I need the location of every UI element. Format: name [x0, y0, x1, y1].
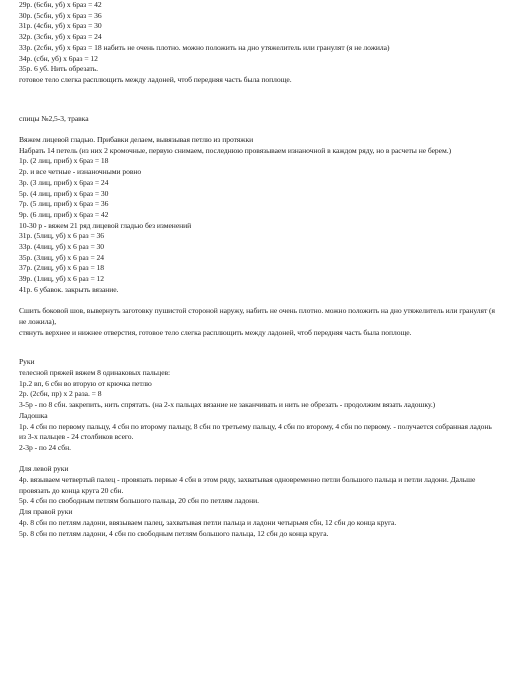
text-line: 32р. (3сбн, уб) х 6раз = 24: [19, 32, 102, 42]
text-line: 31р. (5лиц, уб) х 6 раз = 36: [19, 231, 105, 241]
text-line: телесной пряжей вяжем 8 одинаковых пальцев:: [19, 368, 171, 378]
section-heading: Руки: [19, 357, 35, 367]
text-line: 1р. (2 лиц, приб) х 6раз = 18: [19, 156, 109, 166]
subheading: Для левой руки: [19, 464, 69, 474]
subheading: Ладошка: [19, 410, 48, 420]
subheading: Для правой руки: [19, 507, 73, 517]
text-line: 5р. 4 сбн по свободным петлям большого пальца, 20 сбн по петлям ладони.: [19, 496, 260, 506]
section-hands: [19, 464, 497, 539]
text-line: 39р. (1лиц, уб) х 6 раз = 12: [19, 274, 105, 284]
text-line: 5р. 8 сбн по петлям ладони, 4 сбн по свободным петлям большого пальца, 12 сбн до конца круга.: [19, 528, 329, 538]
text-line: 5р. (4 лиц, приб) х 6раз = 30: [19, 188, 109, 198]
text-line: 31р. (4сбн, уб) х 6раз = 30: [19, 21, 102, 31]
text-line: 30р. (5сбн, уб) х 6раз = 36: [19, 10, 102, 20]
section-arms: [19, 357, 497, 453]
text-line: 37р. (2лиц, уб) х 6 раз = 18: [19, 263, 105, 273]
text-line: Набрать 14 петель (из них 2 кромочные, первую снимаем, последнюю провязываем изнаночной в каждом ряду, но в расчеты не берем.): [19, 145, 452, 155]
text-line: 2р. и все четные - изнаночными ровно: [19, 167, 142, 177]
section-heading: спицы №2,5-3, травка: [19, 113, 89, 123]
text-line: 29р. (6сбн, уб) х 6раз = 42: [19, 0, 102, 9]
section-body-end: [19, 0, 497, 86]
text-line: 35р. (3лиц, уб) х 6 раз = 24: [19, 252, 105, 262]
section-assembly: [19, 306, 497, 338]
text-line: 3-5р - по 8 сбн. закрепить, нить спрятать. (на 2-х пальцах вязание не заканчивать и нить не обрезать - продолжим вязать ладошку.): [19, 400, 436, 410]
text-line: 34р. (сбн, уб) х 6раз = 12: [19, 53, 98, 63]
text-line: готовое тело слегка расплющить между ладоней, чтоб передняя часть была поплоще.: [19, 74, 292, 84]
text-line: 4р. 8 сбн по петлям ладони, ввязываем палец, захватывая петли пальца и ладони четырьмя сбн, 12 сбн до конца круга.: [19, 517, 397, 527]
text-line: 7р. (5 лиц, приб) х 6раз = 36: [19, 199, 109, 209]
text-line: стянуть верхнее и нижнее отверстия, готовое тело слегка расплющить между ладоней, чтоб передняя часть была поплоще.: [19, 327, 412, 337]
text-line: 33р. (4лиц, уб) х 6 раз = 30: [19, 242, 105, 252]
section-knitting: [19, 114, 497, 296]
text-line: 4р. вязываем четвертый палец - провязать первые 4 сбн в этом ряду, захватывая одновременно петли большого пальца и петли ладони. Дальше провязать до конца круга 20 сбн.: [19, 475, 476, 495]
text-line: 1р.2 вп, 6 сбн во вторую от крючка петлю: [19, 378, 152, 388]
document-page: [19, 0, 497, 539]
text-line: 1р. 4 сбн по первому пальцу, 4 сбн по второму пальцу, 8 сбн по третьему пальцу, 4 сбн по второму, 4 сбн по первому. - получается собранная ладонь из 3-х пальцев - 24 столбиков всего.: [19, 421, 492, 442]
text-line: 2р. (2сбн, пр) х 2 раза. = 8: [19, 389, 102, 399]
text-line: 10-30 р - вяжем 21 ряд лицевой гладью без изменений: [19, 220, 192, 230]
text-line: Сшить боковой шов, вывернуть заготовку пушистой стороной наружу, набить не очень плотно. можно положить на дно утяжелитель или гранулят (я не ложила),: [19, 306, 495, 326]
text-line: 2-3р - по 24 сбн.: [19, 442, 71, 452]
text-line: 3р. (3 лиц, приб) х 6раз = 24: [19, 177, 109, 187]
text-line: 9р. (6 лиц, приб) х 6раз = 42: [19, 209, 109, 219]
text-line: Вяжем лицевой гладью. Прибавки делаем, вывязывая петлю из протяжки: [19, 135, 254, 145]
text-line: 35р. 6 уб. Нить обрезать.: [19, 64, 98, 74]
text-line: 33р. (2сбн, уб) х 6раз = 18 набить не очень плотно. можно положить на дно утяжелитель или гранулят (я не ложила): [19, 42, 390, 52]
text-line: 41р. 6 убавок. закрыть вязание.: [19, 284, 119, 294]
